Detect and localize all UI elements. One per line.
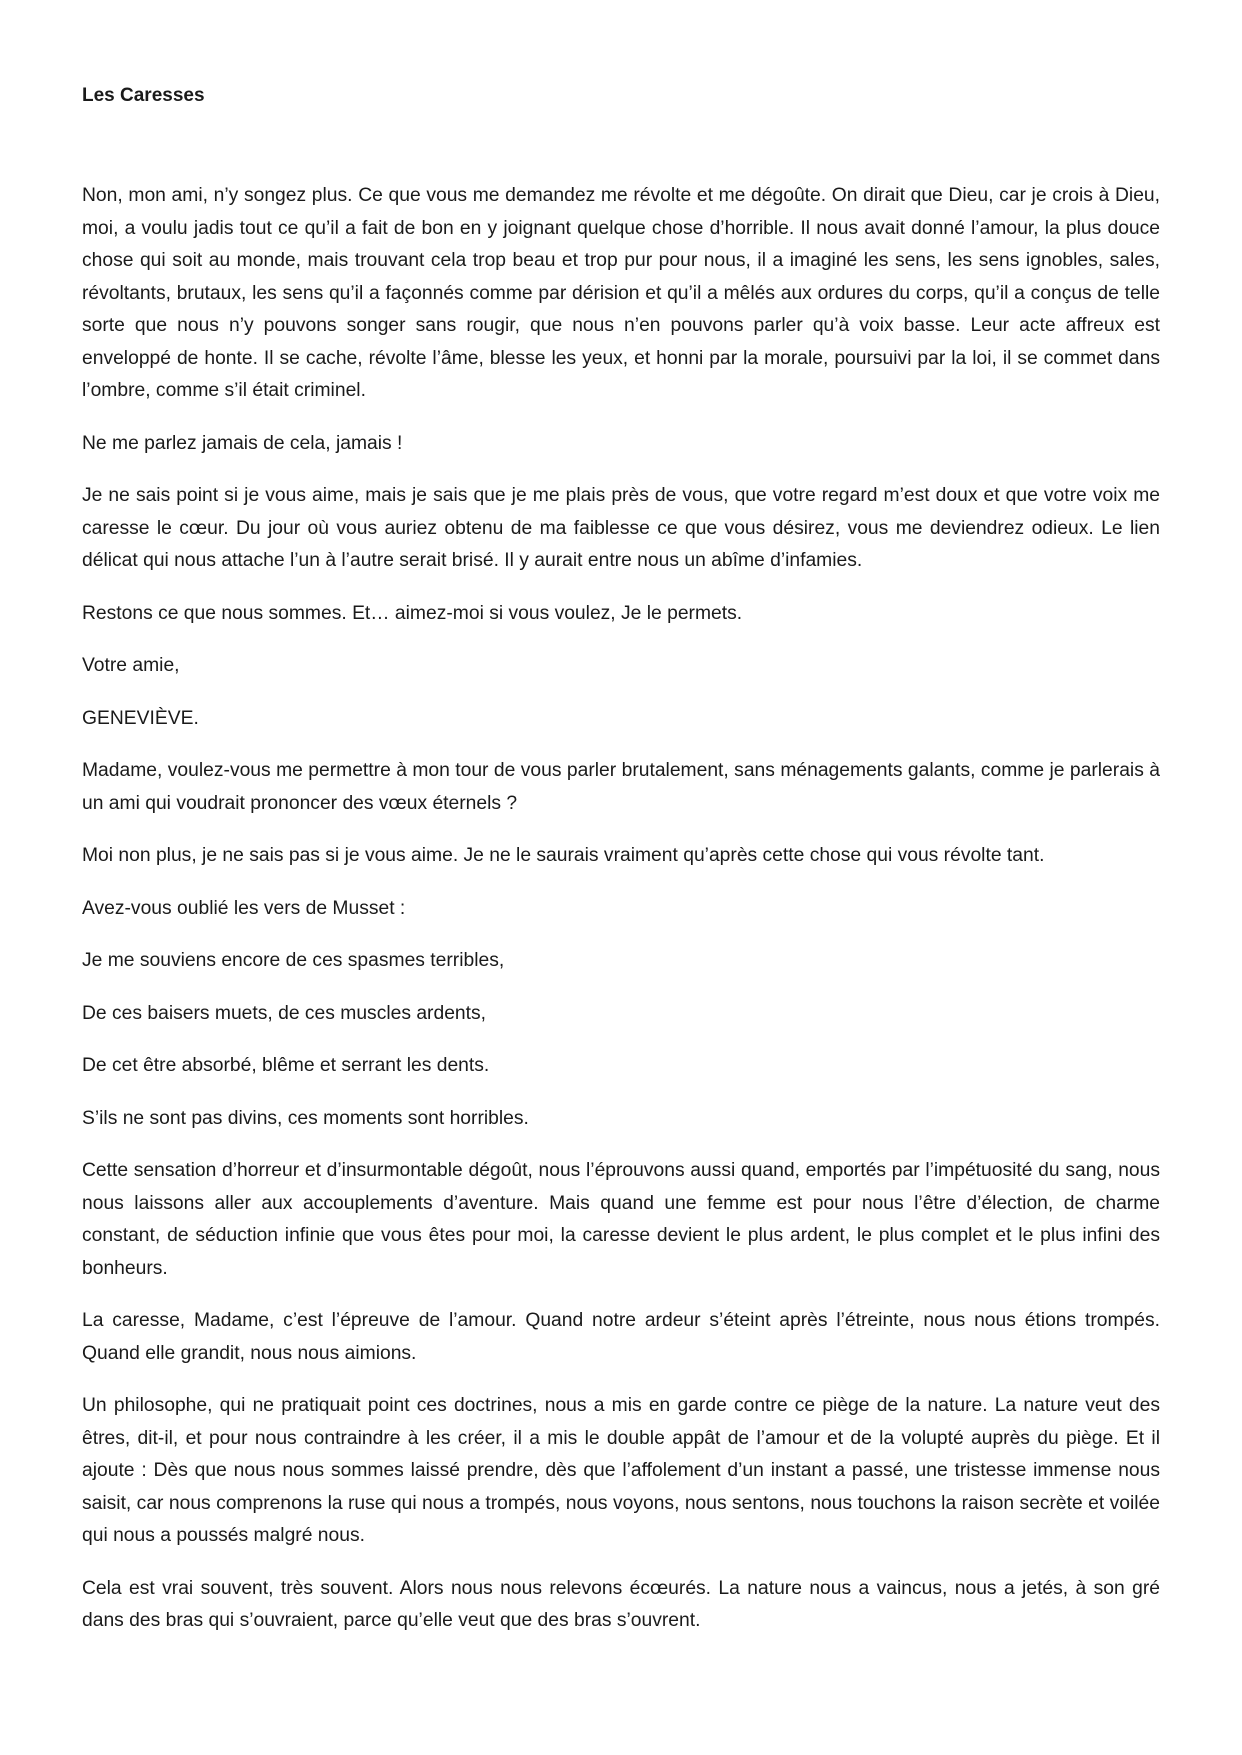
signature-name: GENEVIÈVE. [82,707,199,729]
paragraph-17: Cela est vrai souvent, très souvent. Alors nous nous relevons écœurés. La nature nous a vaincus, nous a jetés, à son gré dans des bras qui s’ouvraient, parce qu’elle veut que des bras s’ouvrent. [82,1577,1160,1631]
document-title: Les Caresses [82,85,205,106]
paragraph-15: La caresse, Madame, c’est l’épreuve de l’amour. Quand notre ardeur s’éteint après l’étreinte, nous nous étions trompés. Quand elle grandit, nous nous aimions. [82,1310,1160,1364]
paragraph-16: Un philosophe, qui ne pratiquait point ces doctrines, nous a mis en garde contre ce piège de la nature. La nature veut des êtres, dit-il, et pour nous contraindre à les créer, il a mis le double appât de l’amour et de la volupté auprès du piège. Et il ajoute : Dès que nous nous sommes laissé prendre, dès que l’affolement d’un instant a passé, une tristesse immense nous saisit, car nous comprenons la ruse qui nous a trompés, nous voyons, nous sentons, nous touchons la raison secrète et voilée qui nous a poussés malgré nous. [82,1395,1160,1546]
paragraph-4: Restons ce que nous sommes. Et… aimez-moi si vous voulez, Je le permets. [82,602,743,624]
verse-line-1: Je me souviens encore de ces spasmes terribles, [82,950,505,971]
paragraph-2: Ne me parlez jamais de cela, jamais ! [82,432,403,454]
verse-line-3: De cet être absorbé, blême et serrant les dents. [82,1055,490,1076]
paragraph-14: Cette sensation d’horreur et d’insurmontable dégoût, nous l’éprouvons aussi quand, emportés par l’impétuosité du sang, nous nous laissons aller aux accouplements d’aventure. Mais quand une femme est pour nous l’être d’élection, de charme constant, de séduction infinie que vous êtes pour moi, la caresse devient le plus ardent, le plus complet et le plus infini des bonheurs. [82,1160,1160,1279]
verse-line-4: S’ils ne sont pas divins, ces moments sont horribles. [82,1107,529,1129]
paragraph-7: Madame, voulez-vous me permettre à mon tour de vous parler brutalement, sans ménagements galants, comme je parlerais à un ami qui voudrait prononcer des vœux éternels ? [82,760,1160,814]
paragraph-3: Je ne sais point si je vous aime, mais je sais que je me plais près de vous, que votre regard m’est doux et que votre voix me caresse le cœur. Du jour où vous auriez obtenu de ma faiblesse ce que vous désirez, vous me deviendrez odieux. Le lien délicat qui nous attache l’un à l’autre serait brisé. Il y aurait entre nous un abîme d’infamies. [82,485,1160,571]
verse-line-2: De ces baisers muets, de ces muscles ardents, [82,1002,487,1024]
document-page [82,80,1160,1638]
signature-closing: Votre amie, [82,655,180,676]
paragraph-1: Non, mon ami, n’y songez plus. Ce que vous me demandez me révolte et me dégoûte. On dirait que Dieu, car je crois à Dieu, moi, a voulu jadis tout ce qu’il a fait de bon en y joignant quelque chose d’horrible. Il nous avait donné l’amour, la plus douce chose qui soit au monde, mais trouvant cela trop beau et trop pur pour nous, il a imaginé les sens, les sens ignobles, sales, révoltants, brutaux, les sens qu’il a façonnés comme par dérision et qu’il a mêlés aux ordures du corps, qu’il a conçus de telle sorte que nous n’y pouvons songer sans rougir, que nous n’en pouvons parler qu’à voix basse. Leur acte affreux est enveloppé de honte. Il se cache, révolte l’âme, blesse les yeux, et honni par la morale, poursuivi par la loi, il se commet dans l’ombre, comme s’il était criminel. [82,185,1160,401]
paragraph-9: Avez-vous oublié les vers de Musset : [82,897,406,919]
paragraph-8: Moi non plus, je ne sais pas si je vous aime. Je ne le saurais vraiment qu’après cette chose qui vous révolte tant. [82,845,1045,866]
